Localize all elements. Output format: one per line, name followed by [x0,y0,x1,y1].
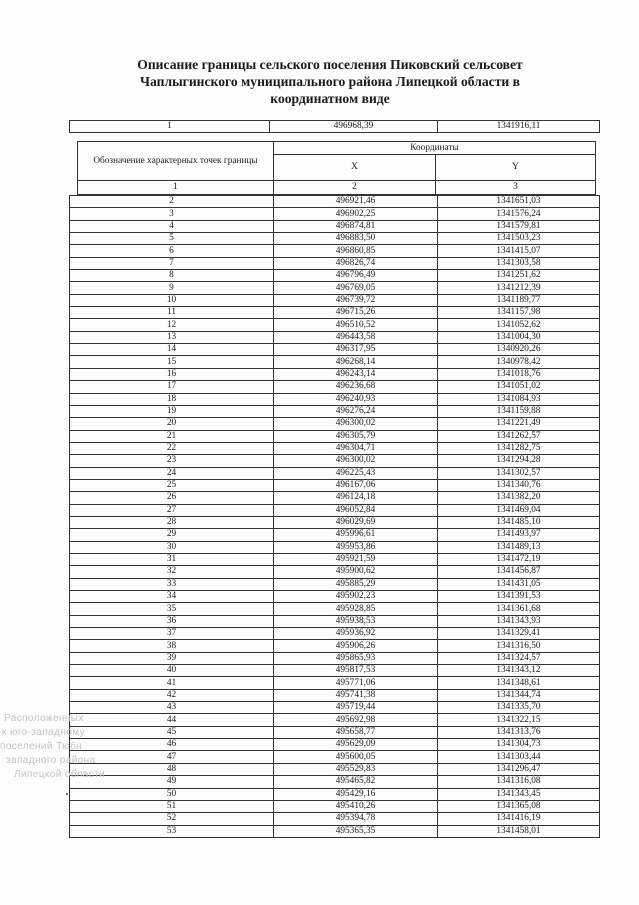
y-coordinate-cell: 1341322,15 [438,714,600,726]
point-number-cell: 53 [70,825,274,837]
x-coordinate-cell: 495410,26 [274,800,438,812]
table-row [70,591,600,603]
x-coordinate-cell: 495529,83 [274,763,438,775]
stamp-line: поселений Тюбн [0,741,83,752]
point-number-cell: 30 [70,541,274,553]
x-coordinate-cell: 496240,93 [274,393,438,405]
table-row [70,208,600,220]
point-number-cell: 44 [70,714,274,726]
y-coordinate-cell: 1341458,01 [438,825,600,837]
point-number-cell: 50 [70,788,274,800]
y-coordinate-cell: 1341489,13 [438,541,600,553]
x-coordinate-cell: 495906,26 [274,640,438,652]
point-number-cell: 52 [70,813,274,825]
table-row [70,430,600,442]
x-coordinate-cell: 495902,23 [274,591,438,603]
table-row [70,504,600,516]
y-coordinate-cell: 1341004,30 [438,331,600,343]
y-coordinate-cell: 1341324,57 [438,652,600,664]
y-coordinate-cell: 1341472,19 [438,553,600,565]
x-coordinate-cell: 495465,82 [274,776,438,788]
y-coordinate-cell: 1341431,05 [438,578,600,590]
y-coordinate-cell: 1341344,74 [438,689,600,701]
point-number-cell: 21 [70,430,274,442]
y-coordinate-cell: 1341469,04 [438,504,600,516]
y-coordinate-cell: 1341159,88 [438,405,600,417]
y-coordinate-cell: 1341916,11 [438,121,600,133]
point-number-cell: 23 [70,455,274,467]
point-number-cell: 51 [70,800,274,812]
y-coordinate-cell: 1341335,70 [438,702,600,714]
y-coordinate-cell: 1341018,76 [438,368,600,380]
point-number-cell: 32 [70,566,274,578]
y-coordinate-cell: 1341329,41 [438,628,600,640]
point-number-cell: 5 [70,233,274,245]
x-coordinate-cell: 496796,49 [274,270,438,282]
y-coordinate-cell: 1341262,57 [438,430,600,442]
coordinates-header-table [77,141,596,195]
x-coordinate-cell: 495817,53 [274,665,438,677]
y-coordinate-cell: 1341302,57 [438,467,600,479]
y-coordinate-cell: 1341303,58 [438,257,600,269]
table-row [70,825,600,837]
point-number-cell: 18 [70,393,274,405]
y-coordinate-cell: 1341651,03 [438,196,600,208]
table-row [70,220,600,232]
y-coordinate-cell: 1341391,53 [438,591,600,603]
table-row [70,245,600,257]
column-number-1: 1 [78,181,274,195]
first-point-table [69,120,600,133]
point-number-cell: 36 [70,615,274,627]
point-number-cell: 47 [70,751,274,763]
x-coordinate-cell: 496902,25 [274,208,438,220]
point-number-cell: 38 [70,640,274,652]
x-coordinate-cell: 496167,06 [274,479,438,491]
x-coordinate-cell: 495771,06 [274,677,438,689]
y-coordinate-cell: 1341221,49 [438,418,600,430]
point-number-cell: 12 [70,319,274,331]
table-row [70,319,600,331]
table-row [70,566,600,578]
point-designation-header: Обозначение характерных точек границы [78,142,274,181]
y-coordinate-cell: 1341084,93 [438,393,600,405]
point-number-cell: 42 [70,689,274,701]
x-coordinate-cell: 496860,85 [274,245,438,257]
point-number-cell: 24 [70,467,274,479]
table-row [70,307,600,319]
x-coordinate-cell: 495885,29 [274,578,438,590]
x-coordinate-cell: 495741,38 [274,689,438,701]
y-coordinate-cell: 1341493,97 [438,529,600,541]
table-row [70,677,600,689]
x-coordinate-cell: 496317,95 [274,344,438,356]
table-row [70,344,600,356]
point-number-cell: 9 [70,282,274,294]
y-coordinate-cell: 1341304,73 [438,739,600,751]
x-coordinate-cell: 496305,79 [274,430,438,442]
x-coordinate-cell: 496276,24 [274,405,438,417]
y-coordinate-cell: 1341294,28 [438,455,600,467]
x-coordinate-cell: 496715,26 [274,307,438,319]
stamp-line: к юго-западному [2,727,86,738]
title-line-1: Описание границы сельского поселения Пиковский сельсовет [137,57,523,72]
x-coordinate-cell: 495600,05 [274,751,438,763]
first-point-row [70,121,600,133]
y-coordinate-cell: 1341343,12 [438,665,600,677]
table-row [70,467,600,479]
point-number-cell: 28 [70,516,274,528]
x-coordinate-cell: 495394,78 [274,813,438,825]
table-row [70,233,600,245]
y-coordinate-cell: 1341340,76 [438,479,600,491]
point-number-cell: 10 [70,294,274,306]
y-coordinate-cell: 1341579,81 [438,220,600,232]
y-coordinate-cell: 1341361,68 [438,603,600,615]
x-coordinate-cell: 496510,52 [274,319,438,331]
y-coordinate-cell: 1341052,62 [438,319,600,331]
x-coordinate-cell: 496968,39 [270,121,438,133]
point-number-cell: 29 [70,529,274,541]
table-row [70,628,600,640]
x-coordinate-cell: 496769,05 [274,282,438,294]
table-row [70,282,600,294]
x-coordinate-cell: 496029,69 [274,516,438,528]
x-coordinate-cell: 495938,53 [274,615,438,627]
y-coordinate-cell: 1341051,02 [438,381,600,393]
point-number-cell: 13 [70,331,274,343]
table-row [70,615,600,627]
y-coordinate-cell: 1341576,24 [438,208,600,220]
y-coordinate-cell: 1341282,75 [438,442,600,454]
x-coordinate-cell: 495900,62 [274,566,438,578]
x-coordinate-cell: 496304,71 [274,442,438,454]
point-number-cell: 46 [70,739,274,751]
x-coordinate-cell: 496826,74 [274,257,438,269]
y-coordinate-cell: 1341296,47 [438,763,600,775]
y-coordinate-cell: 1341348,61 [438,677,600,689]
x-coordinate-cell: 496300,02 [274,418,438,430]
table-row [70,479,600,491]
table-row [70,640,600,652]
x-coordinate-cell: 496883,50 [274,233,438,245]
table-row [70,356,600,368]
point-number-cell: 33 [70,578,274,590]
table-row [70,689,600,701]
stamp-line: Расположенных [4,713,84,724]
x-coordinate-cell: 495921,59 [274,553,438,565]
y-coordinate-cell: 1340978,42 [438,356,600,368]
point-number-cell: 37 [70,628,274,640]
table-row [70,455,600,467]
table-row [70,405,600,417]
point-number-cell: 39 [70,652,274,664]
x-coordinate-cell: 495953,86 [274,541,438,553]
x-coordinate-cell: 496874,81 [274,220,438,232]
y-coordinate-cell: 1341303,44 [438,751,600,763]
stamp-line: западного района [6,755,96,766]
y-coordinate-cell: 1341157,98 [438,307,600,319]
x-header: X [274,155,436,181]
point-number-cell: 16 [70,368,274,380]
table-row [70,196,600,208]
table-row [70,516,600,528]
x-coordinate-cell: 496243,14 [274,368,438,380]
point-number-cell: 45 [70,726,274,738]
x-coordinate-cell: 495365,35 [274,825,438,837]
table-row [70,418,600,430]
x-coordinate-cell: 496739,72 [274,294,438,306]
x-coordinate-cell: 496236,68 [274,381,438,393]
table-row [70,553,600,565]
table-row [70,442,600,454]
point-number-cell: 19 [70,405,274,417]
table-row [70,393,600,405]
point-number-cell: 1 [70,121,270,133]
table-row [70,331,600,343]
title-line-3: координатном виде [270,91,390,106]
point-number-cell: 25 [70,479,274,491]
faint-stamp [0,712,170,802]
x-coordinate-cell: 496124,18 [274,492,438,504]
point-number-cell: 14 [70,344,274,356]
table-row [70,665,600,677]
x-coordinate-cell: 495719,44 [274,702,438,714]
y-coordinate-cell: 1341251,62 [438,270,600,282]
y-coordinate-cell: 1341382,20 [438,492,600,504]
point-number-cell: 35 [70,603,274,615]
point-number-cell: 8 [70,270,274,282]
point-number-cell: 31 [70,553,274,565]
y-coordinate-cell: 1341415,07 [438,245,600,257]
point-number-cell: 11 [70,307,274,319]
stamp-line: Липецкой области [14,769,106,780]
x-coordinate-cell: 496443,58 [274,331,438,343]
y-coordinate-cell: 1341212,39 [438,282,600,294]
document-title [60,56,600,107]
table-row [70,578,600,590]
point-number-cell: 34 [70,591,274,603]
point-number-cell: 41 [70,677,274,689]
point-number-cell: 27 [70,504,274,516]
point-number-cell: 26 [70,492,274,504]
y-coordinate-cell: 1341343,93 [438,615,600,627]
table-row [70,492,600,504]
x-coordinate-cell: 496268,14 [274,356,438,368]
y-coordinate-cell: 1341343,45 [438,788,600,800]
table-row [70,541,600,553]
y-coordinate-cell: 1341416,19 [438,813,600,825]
point-number-cell: 2 [70,196,274,208]
table-row [70,368,600,380]
point-number-cell: 22 [70,442,274,454]
y-header: Y [436,155,596,181]
table-row [70,813,600,825]
point-number-cell: 15 [70,356,274,368]
column-number-2: 2 [274,181,436,195]
y-coordinate-cell: 1340920,26 [438,344,600,356]
y-coordinate-cell: 1341456,87 [438,566,600,578]
table-row [70,294,600,306]
coordinates-header: Координаты [274,142,596,155]
table-row [70,270,600,282]
x-coordinate-cell: 495928,85 [274,603,438,615]
table-row [70,529,600,541]
point-number-cell: 49 [70,776,274,788]
x-coordinate-cell: 495429,16 [274,788,438,800]
table-row [70,257,600,269]
y-coordinate-cell: 1341316,50 [438,640,600,652]
x-coordinate-cell: 496921,46 [274,196,438,208]
y-coordinate-cell: 1341316,08 [438,776,600,788]
point-number-cell: 6 [70,245,274,257]
table-row [70,603,600,615]
x-coordinate-cell: 496052,84 [274,504,438,516]
x-coordinate-cell: 495865,93 [274,652,438,664]
y-coordinate-cell: 1341503,23 [438,233,600,245]
y-coordinate-cell: 1341365,08 [438,800,600,812]
point-number-cell: 48 [70,763,274,775]
x-coordinate-cell: 495936,92 [274,628,438,640]
table-row [70,652,600,664]
column-number-3: 3 [436,181,596,195]
x-coordinate-cell: 495692,98 [274,714,438,726]
point-number-cell: 17 [70,381,274,393]
point-number-cell: 40 [70,665,274,677]
y-coordinate-cell: 1341485,10 [438,516,600,528]
x-coordinate-cell: 496225,43 [274,467,438,479]
x-coordinate-cell: 495629,09 [274,739,438,751]
table-row [70,381,600,393]
ink-dot [66,793,68,795]
point-number-cell: 20 [70,418,274,430]
table-row [70,800,600,812]
point-number-cell: 43 [70,702,274,714]
point-number-cell: 7 [70,257,274,269]
point-number-cell: 4 [70,220,274,232]
x-coordinate-cell: 495658,77 [274,726,438,738]
x-coordinate-cell: 496300,02 [274,455,438,467]
point-number-cell: 3 [70,208,274,220]
x-coordinate-cell: 495996,61 [274,529,438,541]
y-coordinate-cell: 1341313,76 [438,726,600,738]
y-coordinate-cell: 1341189,77 [438,294,600,306]
title-line-2: Чаплыгинского муниципального района Липецкой области в [140,74,520,89]
